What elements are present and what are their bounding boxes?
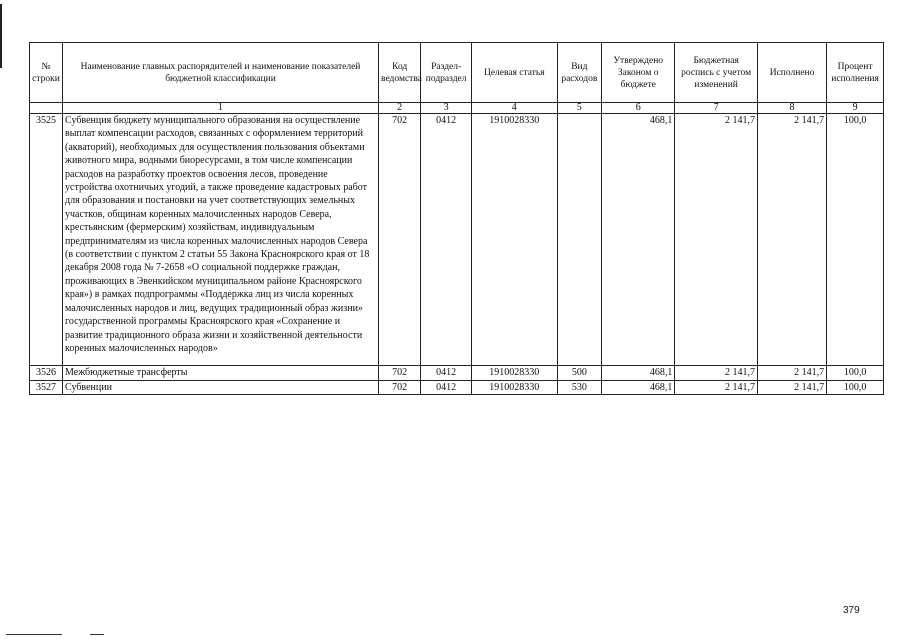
- column-number-blank: [30, 103, 63, 114]
- column-number: 9: [827, 103, 884, 114]
- executed-amount: 2 141,7: [757, 380, 826, 394]
- column-number: 8: [757, 103, 826, 114]
- row-name: Межбюджетные трансферты: [63, 366, 379, 380]
- column-number: 5: [557, 103, 601, 114]
- row-name: Субвенция бюджету муниципального образования на осуществление выплат компенсации расходов, связанных с оформлением территорий (акваторий), необходимых для осуществления пользования объектами животного мира, водными биоресурсами, в том числе компенсации расходов на разработку проектов освоения лесов, проведение устройства охотничьих угодий, а также проведение кадастровых работ для образования и постановки на учет соответствующих земельных участков, общинам коренных малочисленных народов Севера, крестьянским (фермерским) хозяйствам, индивидуальным предпринимателям из числа коренных малочисленных народов Севера (в соответствии с пунктом 2 статьи 55 Закона Красноярского края от 18 декабря 2008 года № 7-2658 «О социальной поддержке граждан, проживающих в Эвенкийском муниципальном районе Красноярского края») в рамках подпрограммы «Поддержка лиц из числа коренных малочисленных народов и лиц, ведущих традиционный образ жизни» государственной программы Красноярского края «Сохранение и развитие традиционного образа жизни и хозяйственной деятельности коренных малочисленных народов»: [63, 114, 379, 366]
- column-number-row: [30, 103, 884, 114]
- execution-percent: 100,0: [827, 380, 884, 394]
- approved-amount: 468,1: [602, 366, 675, 380]
- column-number: 4: [471, 103, 557, 114]
- header-percent: Процент исполнения: [827, 43, 884, 103]
- row-number: 3527: [30, 380, 63, 394]
- schedule-amount: 2 141,7: [675, 114, 758, 366]
- footer-rule: [6, 634, 62, 635]
- header-target-article: Целевая статья: [471, 43, 557, 103]
- schedule-amount: 2 141,7: [675, 380, 758, 394]
- ved-code: 702: [379, 380, 421, 394]
- section-code: 0412: [421, 114, 472, 366]
- ved-code: 702: [379, 114, 421, 366]
- column-number: 6: [602, 103, 675, 114]
- page-number: 379: [843, 605, 860, 616]
- column-number: 2: [379, 103, 421, 114]
- header-name: Наименование главных распорядителей и наименование показателей бюджетной классификации: [63, 43, 379, 103]
- target-article: 1910028330: [471, 366, 557, 380]
- budget-table: [29, 42, 884, 395]
- header-ved-code: Код ведомства: [379, 43, 421, 103]
- section-code: 0412: [421, 380, 472, 394]
- header-row-number: № строки: [30, 43, 63, 103]
- expense-type: 500: [557, 366, 601, 380]
- executed-amount: 2 141,7: [757, 114, 826, 366]
- header-executed: Исполнено: [757, 43, 826, 103]
- approved-amount: 468,1: [602, 114, 675, 366]
- table-row: [30, 114, 884, 366]
- scan-edge-mark: [0, 4, 2, 68]
- column-number: 7: [675, 103, 758, 114]
- expense-type: 530: [557, 380, 601, 394]
- header-row: [30, 43, 884, 103]
- header-budget-schedule: Бюджетная роспись с учетом изменений: [675, 43, 758, 103]
- executed-amount: 2 141,7: [757, 366, 826, 380]
- ved-code: 702: [379, 366, 421, 380]
- target-article: 1910028330: [471, 114, 557, 366]
- row-number: 3525: [30, 114, 63, 366]
- column-number: 3: [421, 103, 472, 114]
- footer-rule: [90, 634, 104, 635]
- table-row: [30, 366, 884, 380]
- execution-percent: 100,0: [827, 114, 884, 366]
- table-row: [30, 380, 884, 394]
- expense-type: [557, 114, 601, 366]
- header-approved: Утверждено Законом о бюджете: [602, 43, 675, 103]
- header-section: Раздел-подраздел: [421, 43, 472, 103]
- header-expense-type: Вид расходов: [557, 43, 601, 103]
- row-number: 3526: [30, 366, 63, 380]
- column-number: 1: [63, 103, 379, 114]
- execution-percent: 100,0: [827, 366, 884, 380]
- schedule-amount: 2 141,7: [675, 366, 758, 380]
- target-article: 1910028330: [471, 380, 557, 394]
- approved-amount: 468,1: [602, 380, 675, 394]
- row-name: Субвенции: [63, 380, 379, 394]
- section-code: 0412: [421, 366, 472, 380]
